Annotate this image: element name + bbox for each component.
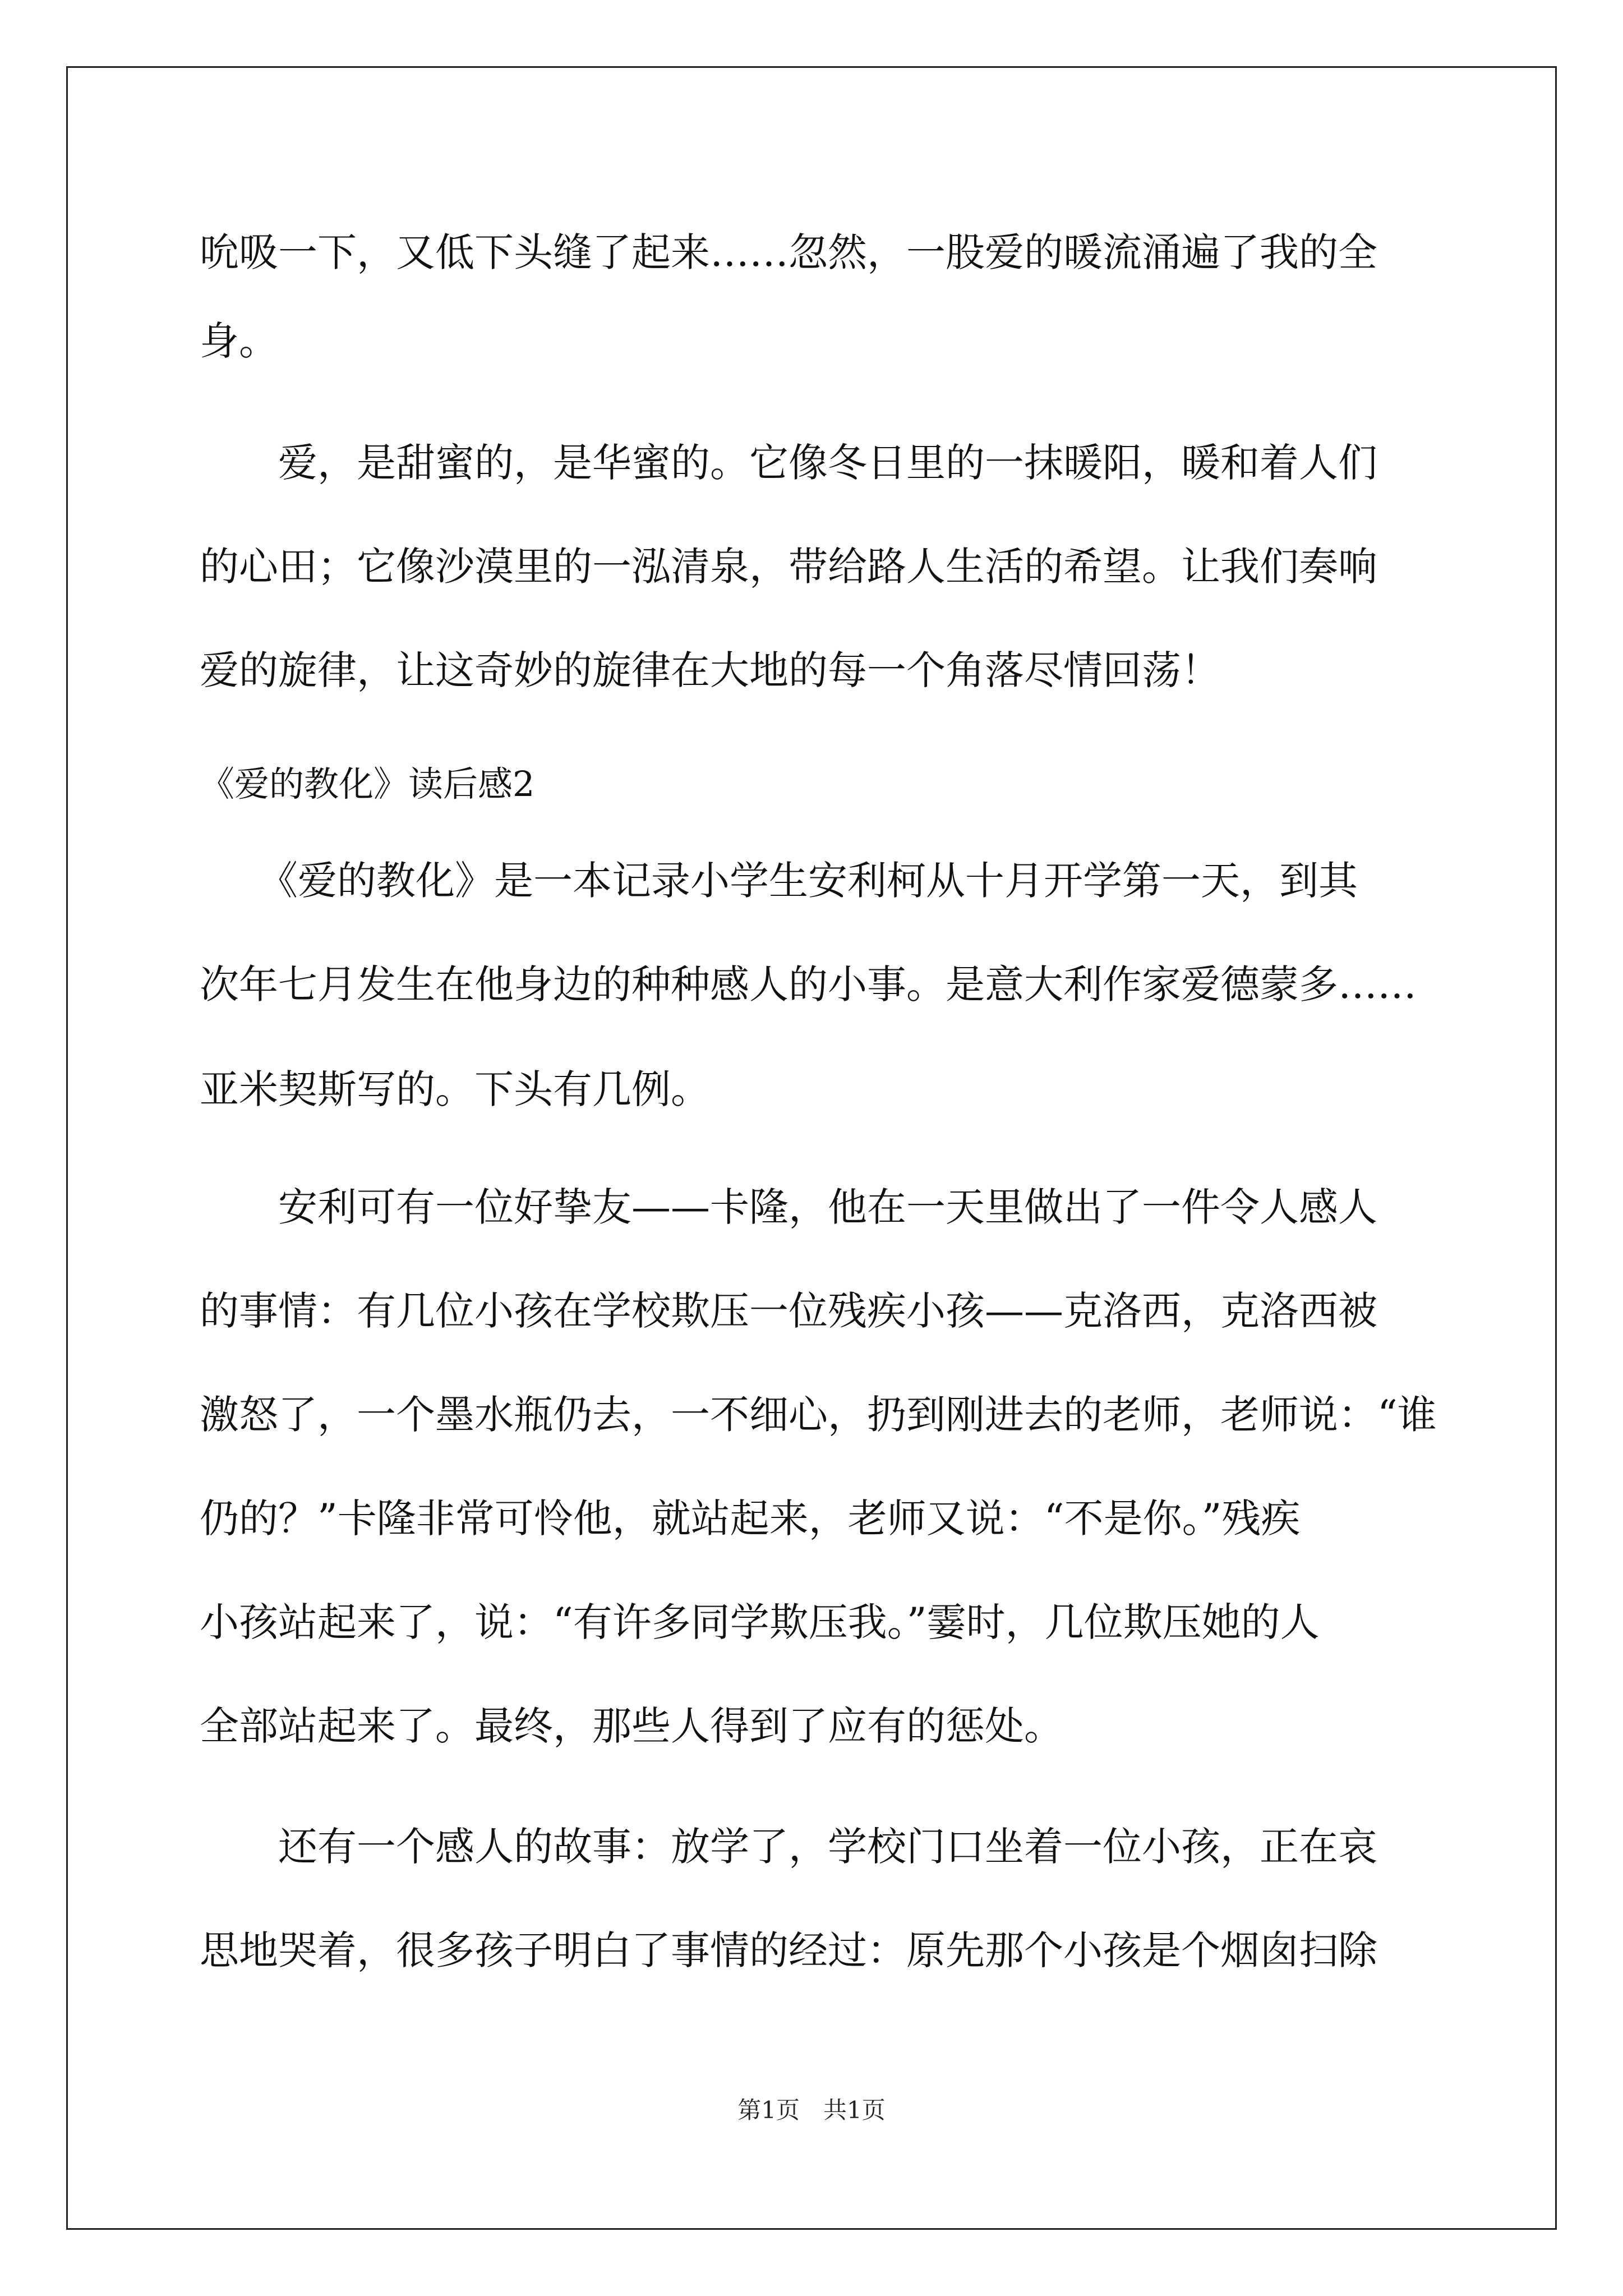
text-line-3: 爱，是甜蜜的，是华蜜的。它像冬日里的一抹暖阳，暖和着人们 — [200, 440, 1377, 486]
text-line-15: 全部站起来了。最终，那些人得到了应有的惩处。 — [200, 1703, 1063, 1749]
text-line-9: 亚米契斯写的。下头有几例。 — [200, 1066, 710, 1112]
text-line-2: 身。 — [200, 318, 278, 364]
text-line-13: 仍的？”卡隆非常可怜他，就站起来，老师又说：“不是你。”残疾 — [200, 1496, 1301, 1542]
text-line-12: 激怒了，一个墨水瓶仍去，一不细心，扔到刚进去的老师，老师说：“谁 — [200, 1392, 1437, 1438]
text-line-17: 思地哭着，很多孩子明白了事情的经过：原先那个小孩是个烟囱扫除 — [200, 1927, 1377, 1973]
page-number: 第1页 共1页 — [737, 2096, 886, 2124]
page-border — [66, 66, 1557, 2230]
text-line-4: 的心田；它像沙漠里的一泓清泉，带给路人生活的希望。让我们奏响 — [200, 544, 1377, 590]
text-line-8: 次年七月发生在他身边的种种感人的小事。是意大利作家爱德蒙多…… — [200, 961, 1417, 1007]
text-line-11: 的事情：有几位小孩在学校欺压一位残疾小孩——克洛西，克洛西被 — [200, 1288, 1377, 1334]
text-line-1: 吮吸一下，又低下头缝了起来……忽然，一股爱的暖流涌遍了我的全 — [200, 229, 1377, 275]
text-line-16: 还有一个感人的故事：放学了，学校门口坐着一位小孩，正在哀 — [200, 1824, 1377, 1870]
text-line-14: 小孩站起来了，说：“有许多同学欺压我。”霎时，几位欺压她的人 — [200, 1599, 1320, 1645]
text-line-7: 《爱的教化》是一本记录小学生安利柯从十月开学第一天，到其 — [200, 858, 1358, 904]
text-line-10: 安利可有一位好挚友——卡隆，他在一天里做出了一件令人感人 — [200, 1184, 1377, 1230]
section-title: 《爱的教化》读后感2 — [200, 763, 535, 804]
text-line-5: 爱的旋律，让这奇妙的旋律在大地的每一个角落尽情回荡！ — [200, 647, 1220, 693]
